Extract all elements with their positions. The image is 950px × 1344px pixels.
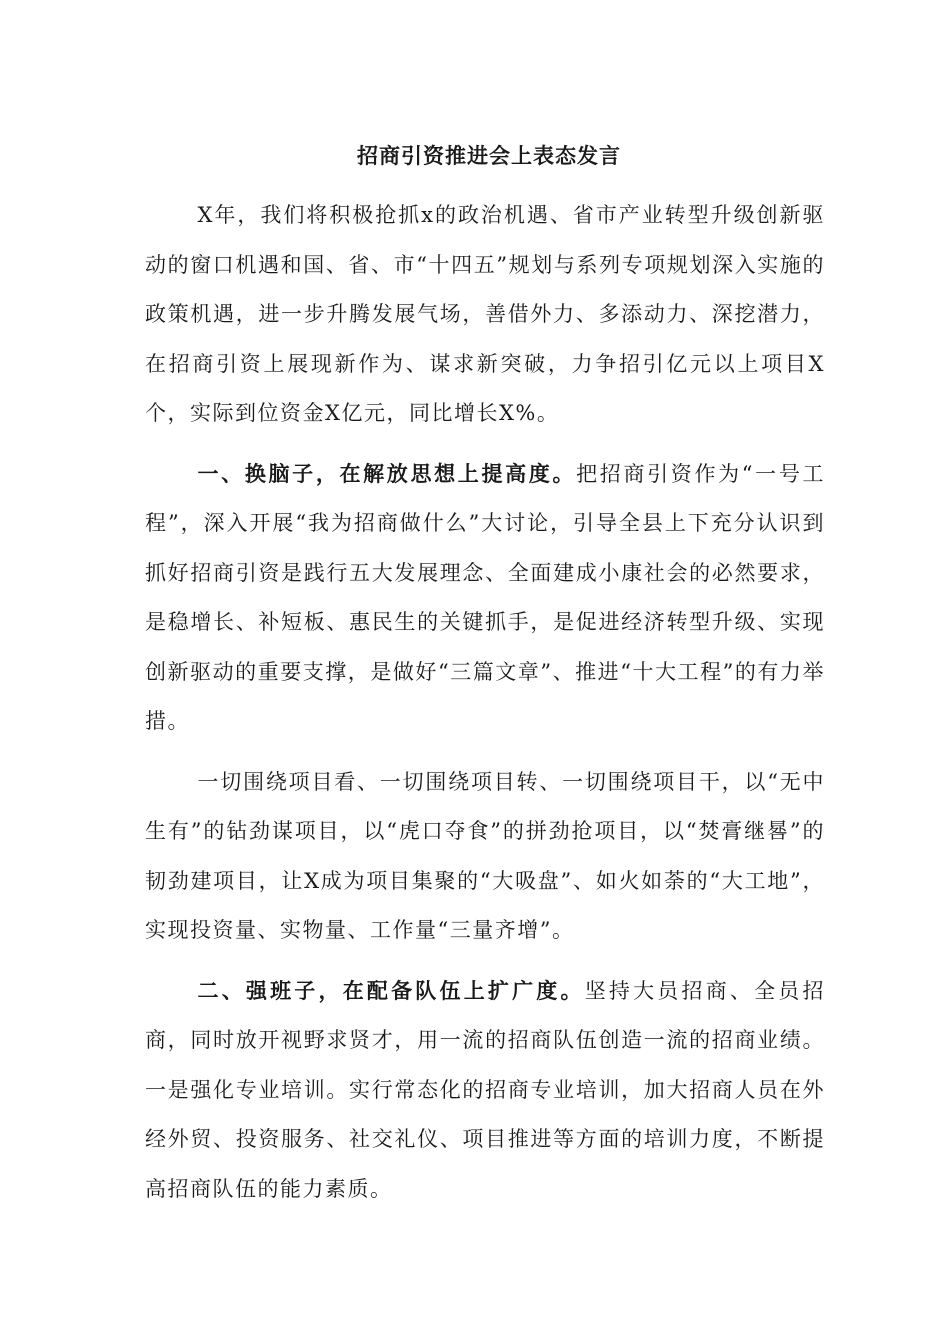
paragraph-lead: 二、强班子，在配备队伍上扩广度。: [197, 977, 585, 1003]
paragraph-section-2: [145, 966, 825, 1215]
paragraph-text: 一切围绕项目看、一切围绕项目转、一切围绕项目干，以“无中生有”的钻劲谋项目，以“虎口夺食”的拼劲抢项目，以“焚膏继晷”的韧劲建项目，让X成为项目集聚的“大吸盘”、如火如荼的“大工地”，实现投资量、实物量、工作量“三量齐增”。: [145, 769, 825, 942]
paragraph-text: 把招商引资作为“一号工程”，深入开展“我为招商做什么”大讨论，引导全县上下充分认识到抓好招商引资是践行五大发展理念、全面建成小康社会的必然要求，是稳增长、补短板、惠民生的关键抓手，是促进经济转型升级、实现创新驱动的重要支撑，是做好“三篇文章”、推进“十大工程”的有力举措。: [145, 461, 825, 733]
paragraph-text: X年，我们将积极抢抓x的政治机遇、省市产业转型升级创新驱动的窗口机遇和国、省、市“十四五”规划与系列专项规划深入实施的政策机遇，进一步升腾发展气场，善借外力、多添动力、深挖潜力，在招商引资上展现新作为、谋求新突破，力争招引亿元以上项目X个，实际到位资金X亿元，同比增长X%。: [145, 203, 825, 425]
paragraph-section-1: [145, 449, 825, 747]
paragraph-lead: 一、换脑子，在解放思想上提高度。: [197, 460, 577, 486]
paragraph-section-1-cont: [145, 757, 825, 956]
document-title: 招商引资推进会上表态发言: [357, 143, 621, 168]
document-page: [145, 136, 825, 1224]
paragraph-intro: [145, 190, 825, 439]
paragraph-text: 坚持大员招商、全员招商，同时放开视野求贤才，用一流的招商队伍创造一流的招商业绩。一是强化专业培训。实行常态化的招商专业培训，加大招商人员在外经外贸、投资服务、社交礼仪、项目推进等方面的培训力度，不断提高招商队伍的能力素质。: [145, 978, 826, 1201]
